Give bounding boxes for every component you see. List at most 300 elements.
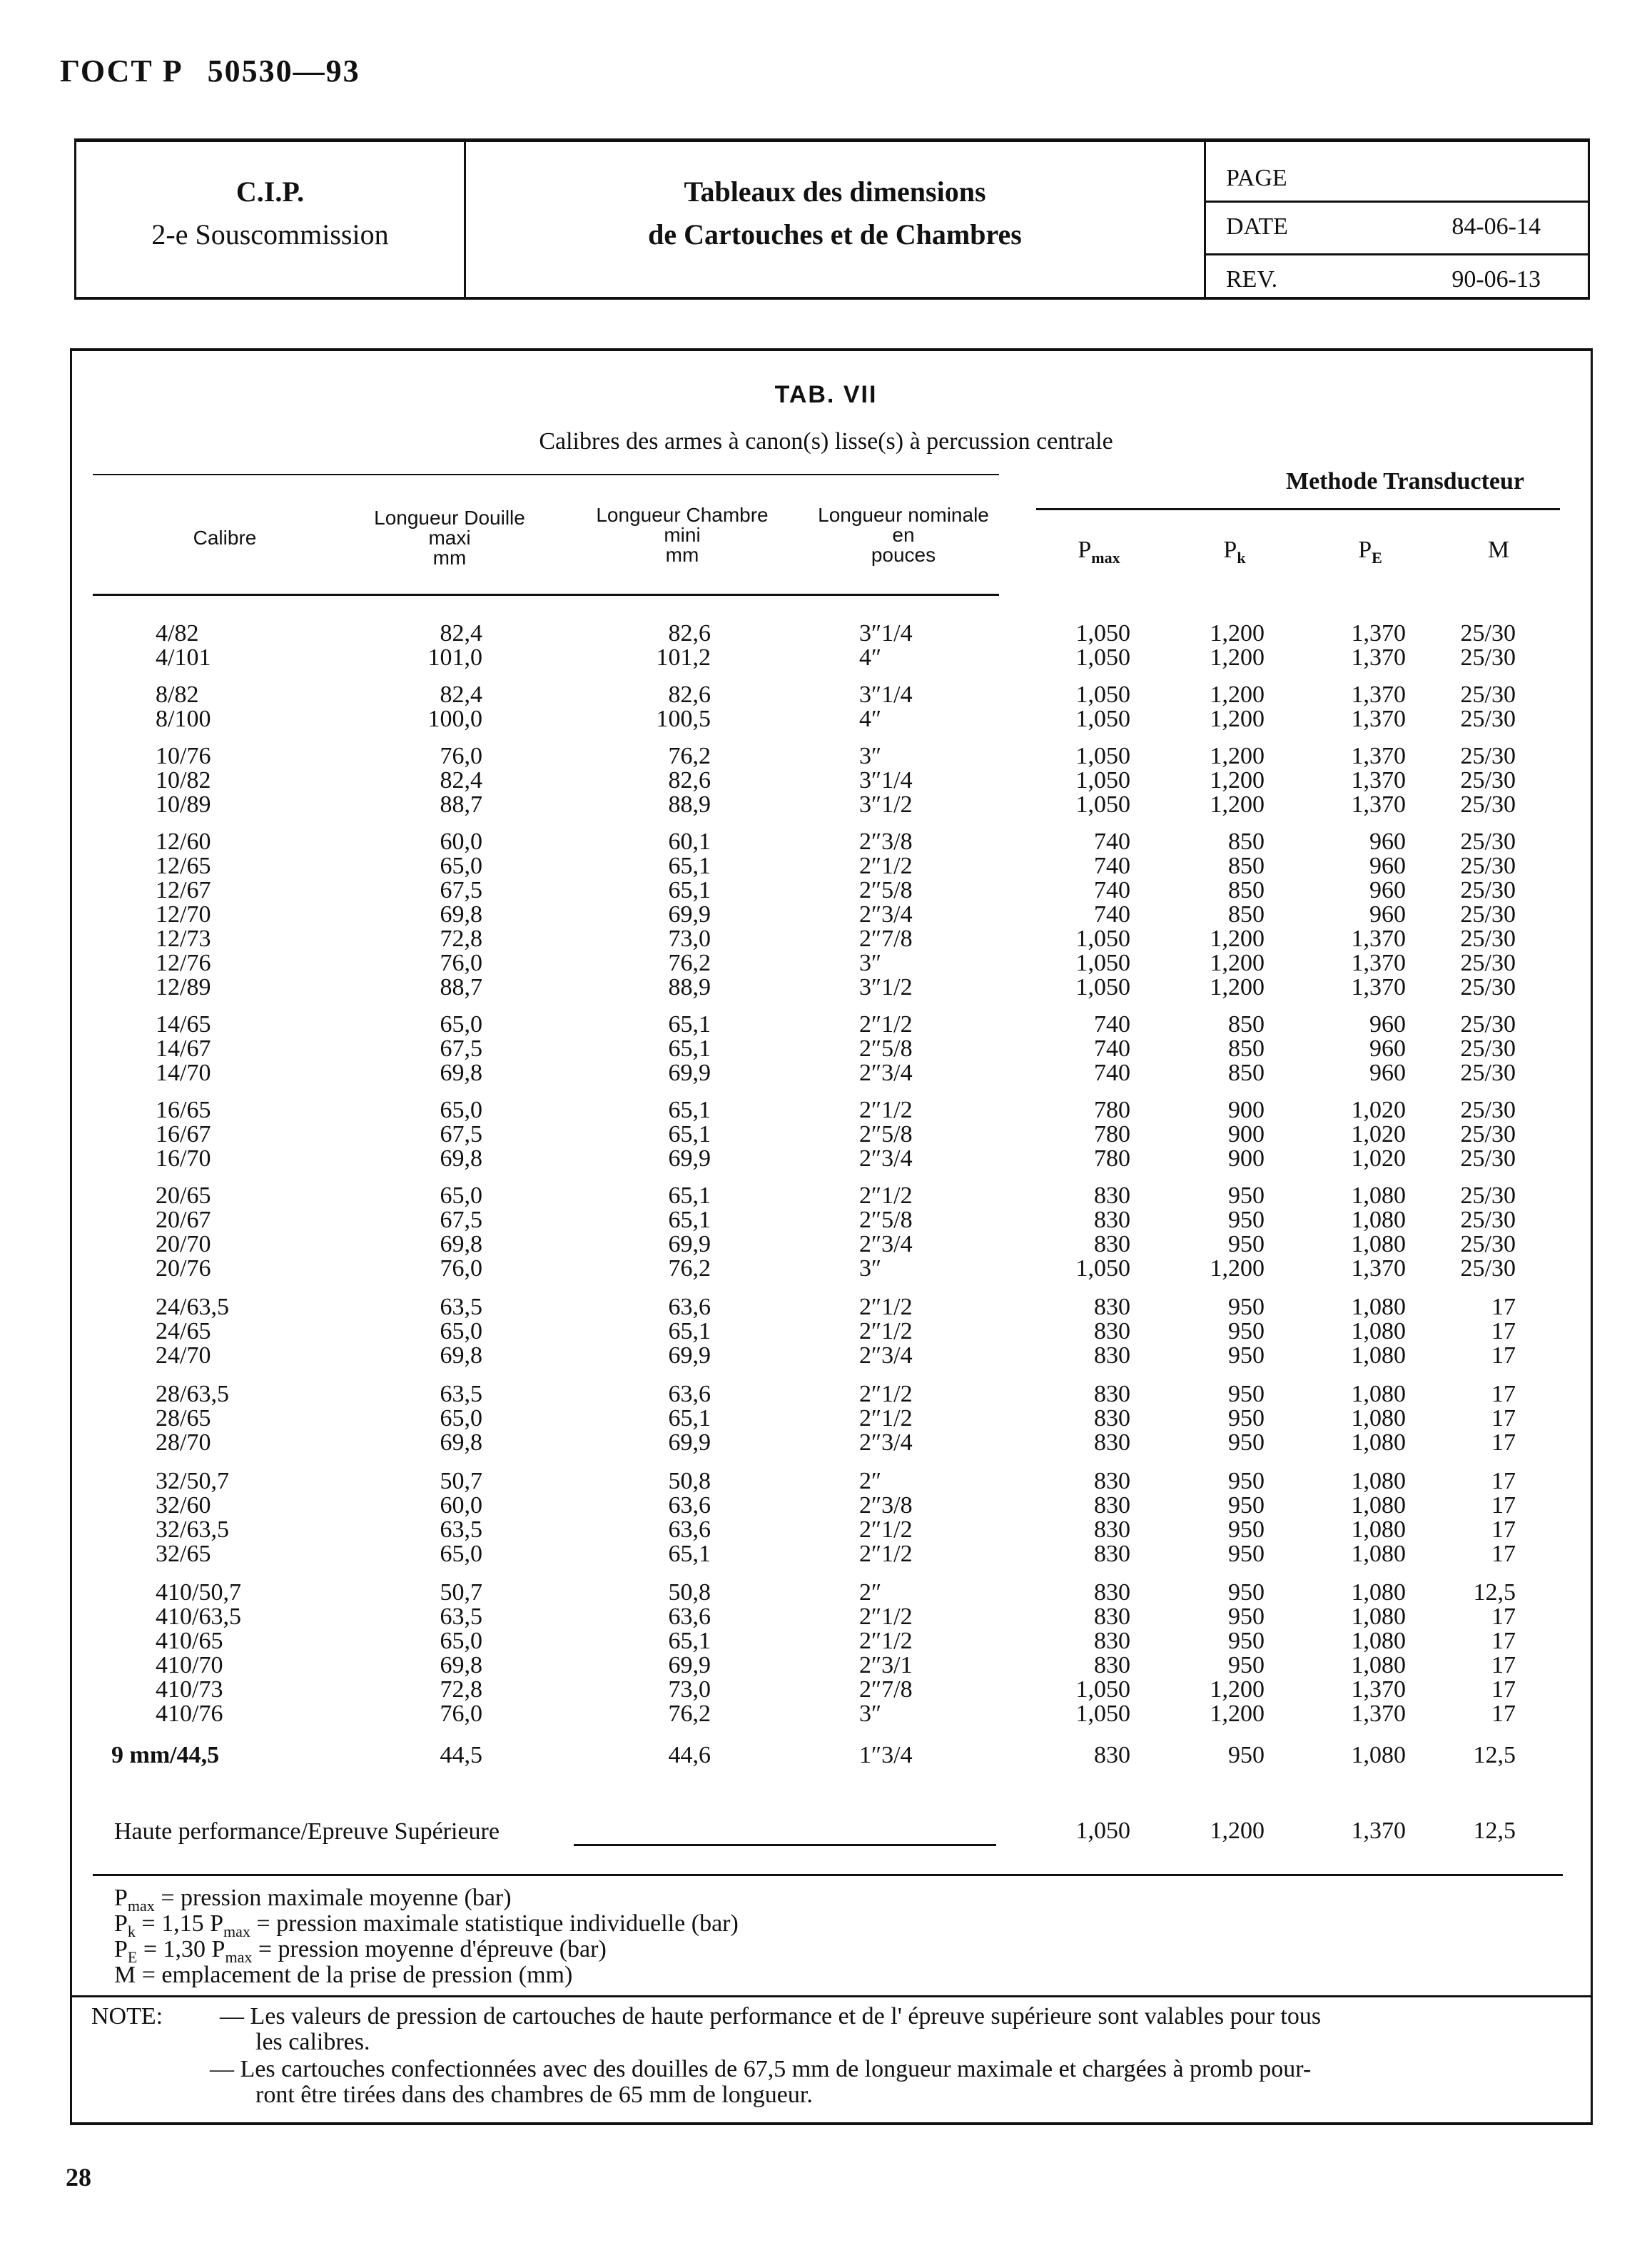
row-22-nominale: 2″5/8 (859, 1207, 913, 1233)
row-41-chambre: 44,6 (668, 1742, 711, 1768)
row-26-calibre: 24/65 (156, 1318, 211, 1344)
row-21-douille: 65,0 (440, 1182, 482, 1209)
row-19-chambre: 65,1 (668, 1121, 711, 1147)
date-label: DATE (1226, 213, 1288, 240)
row-4-calibre: 8/100 (156, 706, 211, 732)
row-4-chambre: 100,5 (656, 706, 711, 732)
row-15-pe: 960 (1369, 1011, 1406, 1038)
row-18-douille: 65,0 (440, 1097, 482, 1123)
row-15-nominale: 2″1/2 (859, 1011, 913, 1038)
row-23-pmax: 830 (1094, 1231, 1130, 1257)
legend-pmax: $P_{max}$ = pression maximale moyenne (bar) (114, 1885, 512, 1915)
row-30-chambre: 69,9 (668, 1429, 711, 1456)
row-6-pe: 1,370 (1351, 767, 1406, 794)
row-22-calibre: 20/67 (156, 1207, 211, 1233)
row-26-pk: 950 (1228, 1318, 1265, 1344)
row-13-pmax: 1,050 (1075, 950, 1130, 976)
row-8-chambre: 60,1 (668, 829, 711, 855)
row-33-m: 17 (1491, 1516, 1516, 1543)
row-29-chambre: 65,1 (668, 1405, 711, 1432)
row-29-pe: 1,080 (1351, 1405, 1406, 1432)
row-12-pmax: 1,050 (1075, 926, 1130, 952)
rev-label: REV. (1226, 266, 1278, 293)
row-31-pk: 950 (1228, 1468, 1265, 1494)
row-32-pe: 1,080 (1351, 1492, 1406, 1519)
row-12-calibre: 12/73 (156, 926, 211, 952)
row-35-m: 12,5 (1473, 1579, 1516, 1606)
row-5-chambre: 76,2 (668, 743, 711, 769)
header-box (74, 138, 1590, 300)
row-14-m: 25/30 (1460, 974, 1516, 1000)
row-30-m: 17 (1491, 1429, 1516, 1456)
standard-prefix: ГОСТ Р (60, 54, 183, 88)
row-23-m: 25/30 (1460, 1231, 1516, 1257)
row-2-chambre: 101,2 (656, 644, 711, 671)
row-27-m: 17 (1491, 1342, 1516, 1369)
row-20-pe: 1,020 (1351, 1145, 1406, 1172)
row-2-pk: 1,200 (1210, 644, 1265, 671)
row-15-calibre: 14/65 (156, 1011, 211, 1038)
standard-number: 50530—93 (207, 54, 360, 88)
row-36-pe: 1,080 (1351, 1603, 1406, 1630)
legend-rule (93, 1874, 1563, 1876)
row-17-pmax: 740 (1094, 1060, 1130, 1086)
row-21-calibre: 20/65 (156, 1182, 211, 1209)
row-26-chambre: 65,1 (668, 1318, 711, 1344)
row-36-pk: 950 (1228, 1603, 1265, 1630)
row-38-pmax: 830 (1094, 1652, 1130, 1678)
col-m-header: M (1487, 537, 1510, 563)
row-7-douille: 88,7 (440, 791, 482, 818)
row-34-m: 17 (1491, 1541, 1516, 1567)
row-35-pe: 1,080 (1351, 1579, 1406, 1606)
row-32-pmax: 830 (1094, 1492, 1130, 1519)
rev-row (1206, 256, 1588, 302)
row-39-pe: 1,370 (1351, 1676, 1406, 1703)
org-name: C.I.P. (235, 176, 305, 208)
row-23-pk: 950 (1228, 1231, 1265, 1257)
row-22-m: 25/30 (1460, 1207, 1516, 1233)
row-28-pk: 950 (1228, 1381, 1265, 1407)
row-17-calibre: 14/70 (156, 1060, 211, 1086)
row-4-pk: 1,200 (1210, 706, 1265, 732)
row-41-m: 12,5 (1473, 1742, 1516, 1768)
row-11-pe: 960 (1369, 901, 1406, 928)
row-3-pmax: 1,050 (1075, 681, 1130, 708)
row-37-pk: 950 (1228, 1628, 1265, 1654)
doc-title-line1: Tableaux des dimensions (684, 176, 986, 208)
row-6-calibre: 10/82 (156, 767, 211, 794)
row-17-chambre: 69,9 (668, 1060, 711, 1086)
method-rule (1036, 508, 1560, 510)
row-30-pk: 950 (1228, 1429, 1265, 1456)
high-performance-label: Haute performance/Epreuve Supérieure (114, 1818, 500, 1845)
row-33-pk: 950 (1228, 1516, 1265, 1543)
row-8-calibre: 12/60 (156, 829, 211, 855)
row-38-chambre: 69,9 (668, 1652, 711, 1678)
row-22-pe: 1,080 (1351, 1207, 1406, 1233)
row-40-douille: 76,0 (440, 1701, 482, 1727)
row-12-m: 25/30 (1460, 926, 1516, 952)
row-3-m: 25/30 (1460, 681, 1516, 708)
row-24-douille: 76,0 (440, 1255, 482, 1282)
row-7-chambre: 88,9 (668, 791, 711, 818)
row-40-pk: 1,200 (1210, 1701, 1265, 1727)
row-10-pk: 850 (1228, 877, 1265, 903)
row-9-douille: 65,0 (440, 853, 482, 879)
high-performance-leader (574, 1844, 996, 1846)
row-20-nominale: 2″3/4 (859, 1145, 913, 1172)
row-18-pmax: 780 (1094, 1097, 1130, 1123)
legend-pk: $P_k = 1,15$ $P_{max}$ = pression maximale statistique individuelle (bar) (114, 1910, 739, 1940)
row-40-chambre: 76,2 (668, 1701, 711, 1727)
row-13-chambre: 76,2 (668, 950, 711, 976)
row-28-calibre: 28/63,5 (156, 1381, 229, 1407)
row-23-calibre: 20/70 (156, 1231, 211, 1257)
row-20-pk: 900 (1228, 1145, 1265, 1172)
row-35-pmax: 830 (1094, 1579, 1130, 1606)
high-performance-pmax: 1,050 (1075, 1818, 1130, 1844)
row-11-calibre: 12/70 (156, 901, 211, 928)
row-31-calibre: 32/50,7 (156, 1468, 229, 1494)
row-16-pe: 960 (1369, 1035, 1406, 1062)
row-38-pk: 950 (1228, 1652, 1265, 1678)
row-40-pmax: 1,050 (1075, 1701, 1130, 1727)
row-3-calibre: 8/82 (156, 681, 199, 708)
row-36-douille: 63,5 (440, 1603, 482, 1630)
row-9-nominale: 2″1/2 (859, 853, 913, 879)
col-pmax-header: $P_{max}$ (1078, 537, 1120, 567)
row-1-calibre: 4/82 (156, 620, 199, 647)
col-pe-header: $P_E$ (1358, 537, 1382, 567)
row-40-m: 17 (1491, 1701, 1516, 1727)
row-33-chambre: 63,6 (668, 1516, 711, 1543)
row-10-nominale: 2″5/8 (859, 877, 913, 903)
row-35-chambre: 50,8 (668, 1579, 711, 1606)
row-10-pe: 960 (1369, 877, 1406, 903)
row-31-douille: 50,7 (440, 1468, 482, 1494)
row-23-nominale: 2″3/4 (859, 1231, 913, 1257)
row-3-pk: 1,200 (1210, 681, 1265, 708)
row-41-pk: 950 (1228, 1742, 1265, 1768)
row-9-m: 25/30 (1460, 853, 1516, 879)
row-31-pe: 1,080 (1351, 1468, 1406, 1494)
date-value: 84-06-14 (1451, 213, 1541, 240)
row-12-douille: 72,8 (440, 926, 482, 952)
row-31-m: 17 (1491, 1468, 1516, 1494)
row-28-chambre: 63,6 (668, 1381, 711, 1407)
row-37-douille: 65,0 (440, 1628, 482, 1654)
row-22-pmax: 830 (1094, 1207, 1130, 1233)
row-31-pmax: 830 (1094, 1468, 1130, 1494)
row-26-pmax: 830 (1094, 1318, 1130, 1344)
row-11-chambre: 69,9 (668, 901, 711, 928)
row-12-nominale: 2″7/8 (859, 926, 913, 952)
row-11-pmax: 740 (1094, 901, 1130, 928)
row-9-chambre: 65,1 (668, 853, 711, 879)
row-25-pk: 950 (1228, 1294, 1265, 1320)
row-18-calibre: 16/65 (156, 1097, 211, 1123)
row-26-m: 17 (1491, 1318, 1516, 1344)
row-25-m: 17 (1491, 1294, 1516, 1320)
row-22-pk: 950 (1228, 1207, 1265, 1233)
row-1-chambre: 82,6 (668, 620, 711, 647)
row-3-douille: 82,4 (440, 681, 482, 708)
row-25-pmax: 830 (1094, 1294, 1130, 1320)
row-33-douille: 63,5 (440, 1516, 482, 1543)
row-18-m: 25/30 (1460, 1097, 1516, 1123)
row-36-calibre: 410/63,5 (156, 1603, 241, 1630)
high-performance-pk: 1,200 (1210, 1818, 1265, 1844)
row-32-pk: 950 (1228, 1492, 1265, 1519)
row-18-nominale: 2″1/2 (859, 1097, 913, 1123)
row-7-calibre: 10/89 (156, 791, 211, 818)
row-20-calibre: 16/70 (156, 1145, 211, 1172)
row-27-calibre: 24/70 (156, 1342, 211, 1369)
row-20-pmax: 780 (1094, 1145, 1130, 1172)
row-37-pe: 1,080 (1351, 1628, 1406, 1654)
legend-m: M = emplacement de la prise de pression (mm) (114, 1962, 573, 1988)
row-32-m: 17 (1491, 1492, 1516, 1519)
row-30-pmax: 830 (1094, 1429, 1130, 1456)
row-24-pk: 1,200 (1210, 1255, 1265, 1282)
row-28-douille: 63,5 (440, 1381, 482, 1407)
col-nominale-header: Longueur nominale en pouces (818, 504, 989, 566)
row-15-pk: 850 (1228, 1011, 1265, 1038)
row-30-pe: 1,080 (1351, 1429, 1406, 1456)
row-11-pk: 850 (1228, 901, 1265, 928)
row-38-nominale: 2″3/1 (859, 1652, 913, 1678)
row-8-m: 25/30 (1460, 829, 1516, 855)
row-10-douille: 67,5 (440, 877, 482, 903)
row-41-calibre: 9 mm/44,5 (111, 1742, 220, 1768)
row-32-calibre: 32/60 (156, 1492, 211, 1519)
row-21-pe: 1,080 (1351, 1182, 1406, 1209)
row-1-pmax: 1,050 (1075, 620, 1130, 647)
row-13-pe: 1,370 (1351, 950, 1406, 976)
row-8-pmax: 740 (1094, 829, 1130, 855)
row-39-calibre: 410/73 (156, 1676, 223, 1703)
row-1-nominale: 3″1/4 (859, 620, 913, 647)
row-35-calibre: 410/50,7 (156, 1579, 241, 1606)
row-5-nominale: 3″ (859, 743, 882, 769)
row-38-pe: 1,080 (1351, 1652, 1406, 1678)
row-3-chambre: 82,6 (668, 681, 711, 708)
row-9-calibre: 12/65 (156, 853, 211, 879)
row-4-nominale: 4″ (859, 706, 882, 732)
row-34-chambre: 65,1 (668, 1541, 711, 1567)
row-15-pmax: 740 (1094, 1011, 1130, 1038)
row-30-nominale: 2″3/4 (859, 1429, 913, 1456)
row-18-pe: 1,020 (1351, 1097, 1406, 1123)
row-23-pe: 1,080 (1351, 1231, 1406, 1257)
method-label: Methode Transducteur (1286, 468, 1525, 495)
row-3-nominale: 3″1/4 (859, 681, 913, 708)
row-34-pk: 950 (1228, 1541, 1265, 1567)
row-38-douille: 69,8 (440, 1652, 482, 1678)
row-22-chambre: 65,1 (668, 1207, 711, 1233)
row-13-douille: 76,0 (440, 950, 482, 976)
row-6-pk: 1,200 (1210, 767, 1265, 794)
row-25-pe: 1,080 (1351, 1294, 1406, 1320)
row-5-pe: 1,370 (1351, 743, 1406, 769)
row-17-pk: 850 (1228, 1060, 1265, 1086)
rev-value: 90-06-13 (1451, 266, 1541, 293)
row-16-pmax: 740 (1094, 1035, 1130, 1062)
row-16-chambre: 65,1 (668, 1035, 711, 1062)
high-performance-m: 12,5 (1473, 1818, 1516, 1844)
row-25-chambre: 63,6 (668, 1294, 711, 1320)
row-14-chambre: 88,9 (668, 974, 711, 1000)
row-18-pk: 900 (1228, 1097, 1265, 1123)
row-17-douille: 69,8 (440, 1060, 482, 1086)
row-24-pe: 1,370 (1351, 1255, 1406, 1282)
row-36-pmax: 830 (1094, 1603, 1130, 1630)
row-36-chambre: 63,6 (668, 1603, 711, 1630)
row-4-m: 25/30 (1460, 706, 1516, 732)
row-29-douille: 65,0 (440, 1405, 482, 1432)
row-14-nominale: 3″1/2 (859, 974, 913, 1000)
row-37-m: 17 (1491, 1628, 1516, 1654)
row-27-pk: 950 (1228, 1342, 1265, 1369)
row-24-chambre: 76,2 (668, 1255, 711, 1282)
col-douille-header: Longueur Douille maxi mm (374, 507, 525, 569)
row-28-pe: 1,080 (1351, 1381, 1406, 1407)
row-29-calibre: 28/65 (156, 1405, 211, 1432)
row-28-pmax: 830 (1094, 1381, 1130, 1407)
row-39-m: 17 (1491, 1676, 1516, 1703)
row-4-pmax: 1,050 (1075, 706, 1130, 732)
row-6-douille: 82,4 (440, 767, 482, 794)
row-13-calibre: 12/76 (156, 950, 211, 976)
row-1-douille: 82,4 (440, 620, 482, 647)
row-5-calibre: 10/76 (156, 743, 211, 769)
row-41-douille: 44,5 (440, 1742, 482, 1768)
date-row (1206, 203, 1588, 255)
row-20-chambre: 69,9 (668, 1145, 711, 1172)
col-pk-header: $P_k$ (1223, 537, 1246, 567)
row-10-pmax: 740 (1094, 877, 1130, 903)
row-14-pmax: 1,050 (1075, 974, 1130, 1000)
standard-code (60, 53, 385, 89)
row-9-pe: 960 (1369, 853, 1406, 879)
row-33-pmax: 830 (1094, 1516, 1130, 1543)
row-37-nominale: 2″1/2 (859, 1628, 913, 1654)
row-19-pmax: 780 (1094, 1121, 1130, 1147)
row-19-douille: 67,5 (440, 1121, 482, 1147)
row-2-calibre: 4/101 (156, 644, 211, 671)
row-1-pe: 1,370 (1351, 620, 1406, 647)
header-rule-bottom (93, 594, 999, 596)
row-6-pmax: 1,050 (1075, 767, 1130, 794)
row-39-douille: 72,8 (440, 1676, 482, 1703)
row-16-m: 25/30 (1460, 1035, 1516, 1062)
row-20-douille: 69,8 (440, 1145, 482, 1172)
row-14-pe: 1,370 (1351, 974, 1406, 1000)
row-4-pe: 1,370 (1351, 706, 1406, 732)
row-39-chambre: 73,0 (668, 1676, 711, 1703)
row-17-m: 25/30 (1460, 1060, 1516, 1086)
row-21-pmax: 830 (1094, 1182, 1130, 1209)
row-23-douille: 69,8 (440, 1231, 482, 1257)
row-8-douille: 60,0 (440, 829, 482, 855)
row-6-m: 25/30 (1460, 767, 1516, 794)
row-8-nominale: 2″3/8 (859, 829, 913, 855)
row-33-calibre: 32/63,5 (156, 1516, 229, 1543)
row-12-pk: 1,200 (1210, 926, 1265, 952)
row-5-pk: 1,200 (1210, 743, 1265, 769)
table-number: TAB. VII (774, 381, 878, 408)
row-40-pe: 1,370 (1351, 1701, 1406, 1727)
row-7-pmax: 1,050 (1075, 791, 1130, 818)
row-41-nominale: 1″3/4 (859, 1742, 913, 1768)
row-14-pk: 1,200 (1210, 974, 1265, 1000)
col-chambre-header: Longueur Chambre mini mm (596, 504, 769, 566)
row-6-nominale: 3″1/4 (859, 767, 913, 794)
row-10-m: 25/30 (1460, 877, 1516, 903)
row-34-nominale: 2″1/2 (859, 1541, 913, 1567)
row-6-chambre: 82,6 (668, 767, 711, 794)
row-30-calibre: 28/70 (156, 1429, 211, 1456)
row-31-nominale: 2″ (859, 1468, 882, 1494)
row-24-nominale: 3″ (859, 1255, 882, 1282)
row-14-douille: 88,7 (440, 974, 482, 1000)
row-13-pk: 1,200 (1210, 950, 1265, 976)
row-16-nominale: 2″5/8 (859, 1035, 913, 1062)
row-34-douille: 65,0 (440, 1541, 482, 1567)
row-8-pk: 850 (1228, 829, 1265, 855)
row-38-m: 17 (1491, 1652, 1516, 1678)
row-1-pk: 1,200 (1210, 620, 1265, 647)
row-25-nominale: 2″1/2 (859, 1294, 913, 1320)
page-label: PAGE (1226, 165, 1287, 191)
row-21-nominale: 2″1/2 (859, 1182, 913, 1209)
row-2-nominale: 4″ (859, 644, 882, 671)
page-number: 28 (66, 2163, 91, 2191)
row-11-m: 25/30 (1460, 901, 1516, 928)
note-1-line1: — Les valeurs de pression de cartouches de haute performance et de l' épreuve supérieure sont valables pour tous (220, 2003, 1322, 2030)
row-29-pmax: 830 (1094, 1405, 1130, 1432)
row-34-pe: 1,080 (1351, 1541, 1406, 1567)
row-7-pe: 1,370 (1351, 791, 1406, 818)
note-rule (71, 1995, 1591, 1997)
row-10-calibre: 12/67 (156, 877, 211, 903)
row-29-nominale: 2″1/2 (859, 1405, 913, 1432)
row-16-pk: 850 (1228, 1035, 1265, 1062)
row-27-pe: 1,080 (1351, 1342, 1406, 1369)
row-7-pk: 1,200 (1210, 791, 1265, 818)
row-37-pmax: 830 (1094, 1628, 1130, 1654)
row-24-m: 25/30 (1460, 1255, 1516, 1282)
row-1-m: 25/30 (1460, 620, 1516, 647)
row-10-chambre: 65,1 (668, 877, 711, 903)
row-29-pk: 950 (1228, 1405, 1265, 1432)
row-9-pmax: 740 (1094, 853, 1130, 879)
row-32-nominale: 2″3/8 (859, 1492, 913, 1519)
row-19-nominale: 2″5/8 (859, 1121, 913, 1147)
row-11-nominale: 2″3/4 (859, 901, 913, 928)
row-37-chambre: 65,1 (668, 1628, 711, 1654)
row-15-chambre: 65,1 (668, 1011, 711, 1038)
row-39-pk: 1,200 (1210, 1676, 1265, 1703)
row-21-chambre: 65,1 (668, 1182, 711, 1209)
row-36-nominale: 2″1/2 (859, 1603, 913, 1630)
row-11-douille: 69,8 (440, 901, 482, 928)
row-2-pmax: 1,050 (1075, 644, 1130, 671)
row-5-douille: 76,0 (440, 743, 482, 769)
commission-name: 2-e Souscommission (151, 218, 389, 250)
page-row (1206, 155, 1588, 203)
